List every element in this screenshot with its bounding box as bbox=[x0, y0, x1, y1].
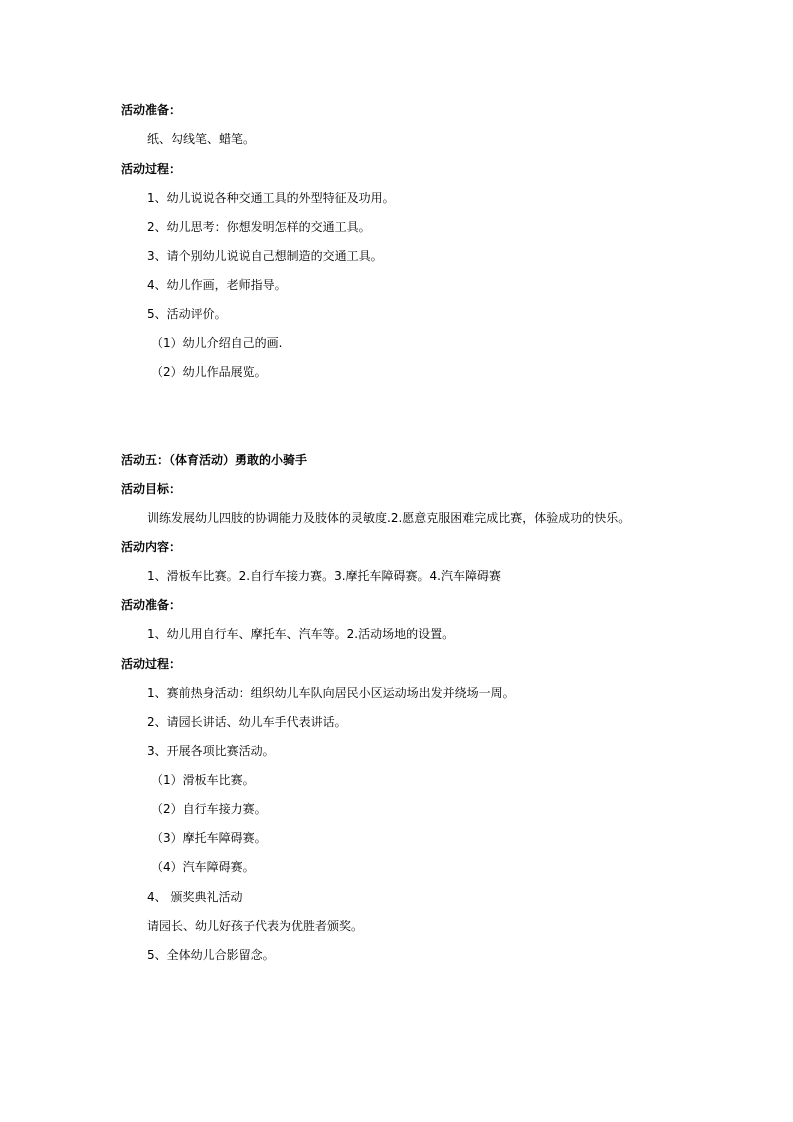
process-step: 2、幼儿思考：你想发明怎样的交通工具。 bbox=[147, 220, 371, 234]
content-heading: 活动内容： bbox=[121, 540, 182, 554]
goal-heading: 活动目标： bbox=[121, 482, 182, 496]
process-sub-step: （1）幼儿介绍自己的画. bbox=[151, 336, 283, 350]
process-step: 4、幼儿作画，老师指导。 bbox=[147, 278, 287, 292]
process-step: 3、请个别幼儿说说自己想制造的交通工具。 bbox=[147, 249, 383, 263]
process-step: 4、 颁奖典礼活动 bbox=[147, 890, 243, 904]
process-heading: 活动过程： bbox=[121, 162, 182, 176]
process-step: 2、请园长讲话、幼儿车手代表讲话。 bbox=[147, 715, 347, 729]
content-text: 1、滑板车比赛。2.自行车接力赛。3.摩托车障碍赛。4.汽车障碍赛 bbox=[147, 569, 501, 583]
prep-text: 1、幼儿用自行车、摩托车、汽车等。2.活动场地的设置。 bbox=[147, 627, 455, 641]
prep-text: 纸、勾线笔、蜡笔。 bbox=[147, 132, 256, 146]
activity-title: 活动五：（体育活动）勇敢的小骑手 bbox=[121, 453, 308, 467]
goal-text: 训练发展幼儿四肢的协调能力及肢体的灵敏度.2.愿意克服困难完成比赛，体验成功的快乐。 bbox=[147, 511, 631, 525]
process-step: 3、开展各项比赛活动。 bbox=[147, 744, 275, 758]
process-step: 5、全体幼儿合影留念。 bbox=[147, 948, 275, 962]
process-sub-step: （1）滑板车比赛。 bbox=[151, 773, 255, 787]
process-step: 5、活动评价。 bbox=[147, 307, 227, 321]
process-step-detail: 请园长、幼儿好孩子代表为优胜者颁奖。 bbox=[147, 919, 364, 933]
process-sub-step: （2）自行车接力赛。 bbox=[151, 802, 267, 816]
process-step: 1、赛前热身活动：组织幼儿车队向居民小区运动场出发并绕场一周。 bbox=[147, 686, 515, 700]
prep-heading: 活动准备： bbox=[121, 598, 182, 612]
process-step: 1、幼儿说说各种交通工具的外型特征及功用。 bbox=[147, 191, 395, 205]
prep-heading: 活动准备： bbox=[121, 103, 182, 117]
process-sub-step: （4）汽车障碍赛。 bbox=[151, 860, 255, 874]
process-heading: 活动过程： bbox=[121, 657, 182, 671]
process-sub-step: （3）摩托车障碍赛。 bbox=[151, 831, 267, 845]
process-sub-step: （2）幼儿作品展览。 bbox=[151, 365, 267, 379]
